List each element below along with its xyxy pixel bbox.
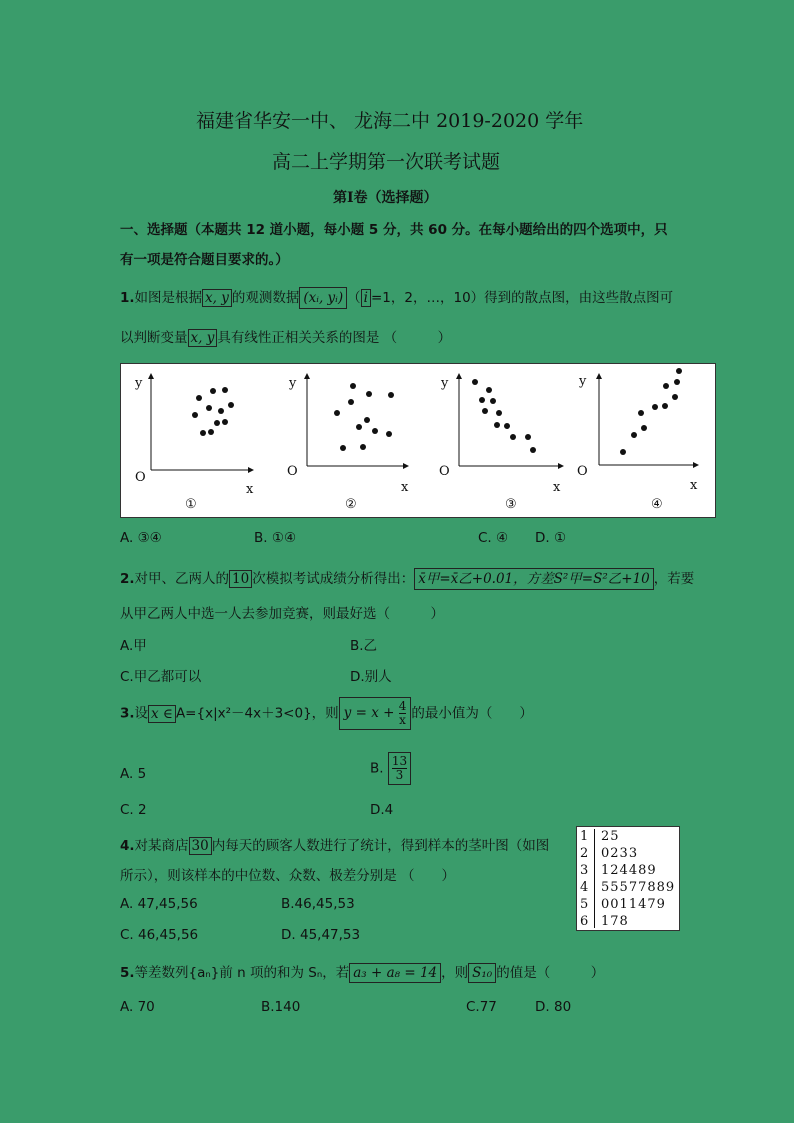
question-5-post: 的值是（ ） xyxy=(496,965,605,981)
question-3-frac-den: x xyxy=(399,713,406,727)
scatter-plot-3 xyxy=(459,376,561,466)
stem-and-leaf-plot xyxy=(576,826,680,931)
question-1-xy-box: x, y xyxy=(202,289,232,307)
question-1-pair-box: (xᵢ, yᵢ) xyxy=(299,287,347,309)
question-2-option-d[interactable]: D.别人 xyxy=(350,669,392,685)
scatter-plots-figure xyxy=(120,363,716,518)
leaf-values: 0011479 xyxy=(601,897,666,912)
stem-row xyxy=(577,829,679,845)
question-2-pre: 对甲、乙两人的 xyxy=(134,571,230,587)
section-heading-line-1: 一、选择题（本题共 12 道小题，每小题 5 分，共 60 分。在每小题给出的四个选项中，只 xyxy=(120,222,668,238)
question-2-line-1 xyxy=(120,567,694,587)
question-4-option-a[interactable]: A. 47,45,56 xyxy=(120,896,198,912)
question-4-line-1 xyxy=(120,834,549,854)
question-5-option-b[interactable]: B.140 xyxy=(261,999,301,1015)
question-4-number: 4. xyxy=(120,838,135,854)
plot-1-x-label: x xyxy=(246,482,254,497)
question-5-mid: ，则 xyxy=(441,965,469,981)
section-heading-line-2: 有一项是符合题目要求的。） xyxy=(120,252,289,268)
question-3-func-pre: y = x + xyxy=(343,705,395,721)
question-2-option-a[interactable]: A.甲 xyxy=(120,638,147,654)
plot-1-y-label: y xyxy=(135,376,143,391)
plot-3-caption: ③ xyxy=(505,497,517,512)
question-1-line2-post: 具有线性正相关关系的图是 （ ） xyxy=(217,330,452,346)
question-5-option-a[interactable]: A. 70 xyxy=(120,999,155,1015)
question-5-number: 5. xyxy=(120,965,135,981)
plot-2-caption: ② xyxy=(345,497,357,512)
question-3-option-b-num: 13 xyxy=(391,754,408,768)
scatter-plot-2 xyxy=(307,376,406,466)
plot-4-x-label: x xyxy=(690,478,698,493)
plot-2-origin-label: O xyxy=(287,464,298,479)
stem-row xyxy=(577,914,679,930)
stem-value: 5 xyxy=(580,897,589,912)
question-3-option-c[interactable]: C. 2 xyxy=(120,802,147,818)
stem-value: 1 xyxy=(580,829,589,844)
plot-2-y-label: y xyxy=(289,376,297,391)
question-3-xin-box: x ∈ xyxy=(148,705,176,723)
plot-4-y-label: y xyxy=(579,374,587,389)
scatter-plot-1 xyxy=(151,376,251,470)
question-4-line-2: 所示），则该样本的中位数、众数、极差分别是 （ ） xyxy=(120,868,456,884)
title-line-2: 高二上学期第一次联考试题 xyxy=(272,151,501,173)
title-line-1: 福建省华安一中、 龙海二中 2019-2020 学年 xyxy=(196,110,584,132)
question-5-option-d[interactable]: D. 80 xyxy=(535,999,572,1015)
question-3-option-b-den: 3 xyxy=(395,768,404,782)
leaf-values: 55577889 xyxy=(601,880,676,895)
question-2-mid: 次模拟考试成绩分析得出： xyxy=(252,571,415,587)
question-1-i-box: i xyxy=(361,289,371,307)
plot-3-y-label: y xyxy=(441,376,449,391)
question-5-pre: 等差数列{aₙ}前 n 项的和为 Sₙ，若 xyxy=(134,965,350,981)
question-1-option-b[interactable]: B. ①④ xyxy=(254,530,297,546)
question-1-option-d[interactable]: D. ① xyxy=(535,530,567,546)
question-1-line-1 xyxy=(120,286,673,306)
question-4-post: 内每天的顾客人数进行了统计，得到样本的茎叶图（如图 xyxy=(211,838,550,854)
question-1-paren: （ xyxy=(347,290,361,306)
plot-4-origin-label: O xyxy=(577,464,588,479)
question-3-option-b-fraction xyxy=(388,752,411,785)
plot-1-caption: ① xyxy=(185,497,197,512)
leaf-values: 25 xyxy=(601,829,620,844)
question-5-option-c[interactable]: C.77 xyxy=(466,999,497,1015)
question-3-function-box xyxy=(339,697,412,730)
plot-2-x-label: x xyxy=(401,480,409,495)
question-2-ten-box: 10 xyxy=(229,570,252,588)
question-3-option-a[interactable]: A. 5 xyxy=(120,766,147,782)
plot-3-x-label: x xyxy=(553,480,561,495)
plot-1-origin-label: O xyxy=(135,470,146,485)
leaf-values: 124489 xyxy=(601,863,657,878)
question-5-condition-box: a₃ + a₈ = 14 xyxy=(349,963,441,983)
question-1-line-2 xyxy=(120,326,451,346)
scatter-plots-svg xyxy=(121,364,715,517)
leaf-values: 0233 xyxy=(601,846,639,861)
question-5-s10-box: S₁₀ xyxy=(468,963,496,983)
question-5-line xyxy=(120,961,604,981)
question-2-number: 2. xyxy=(120,571,135,587)
question-3-post: 的最小值为（ ） xyxy=(411,705,533,722)
question-4-thirty-box: 30 xyxy=(189,837,212,855)
question-2-option-c[interactable]: C.甲乙都可以 xyxy=(120,669,202,685)
question-3-fraction xyxy=(399,700,407,727)
question-3-set: A={x|x²－4x＋3<0}，则 xyxy=(175,705,339,722)
question-4-option-d[interactable]: D. 45,47,53 xyxy=(281,927,361,943)
question-1-line2-pre: 以判断变量 xyxy=(120,330,188,346)
question-2-line-2: 从甲乙两人中选一人去参加竞赛，则最好选（ ） xyxy=(120,606,444,622)
question-1-range: =1，2，…，10）得到的散点图，由这些散点图可 xyxy=(370,290,674,306)
stem-row xyxy=(577,880,679,896)
question-3-line xyxy=(120,697,533,730)
question-4-option-b[interactable]: B.46,45,53 xyxy=(281,896,355,912)
question-3-option-d[interactable]: D.4 xyxy=(370,802,394,818)
question-3-number: 3. xyxy=(120,705,135,722)
plot-4-caption: ④ xyxy=(651,497,663,512)
stem-row xyxy=(577,897,679,913)
stem-row xyxy=(577,863,679,879)
question-1-xy-box-2: x, y xyxy=(188,329,218,347)
stem-value: 4 xyxy=(580,880,589,895)
question-1-text: 如图是根据 xyxy=(134,290,203,306)
question-3-pre: 设 xyxy=(134,705,149,722)
question-4-option-c[interactable]: C. 46,45,56 xyxy=(120,927,199,943)
question-1-number: 1. xyxy=(120,290,135,306)
question-2-option-b[interactable]: B.乙 xyxy=(350,638,378,654)
plot-3-origin-label: O xyxy=(439,464,450,479)
stem-value: 3 xyxy=(580,863,589,878)
question-1-text-mid: 的观测数据 xyxy=(231,290,300,306)
question-1-option-c[interactable]: C. ④ xyxy=(478,530,509,546)
scatter-plot-4 xyxy=(599,368,696,465)
title-line-3: 第Ⅰ卷（选择题） xyxy=(333,190,438,206)
question-1-option-a[interactable]: A. ③④ xyxy=(120,530,162,546)
question-3-frac-num: 4 xyxy=(398,699,407,713)
stem-value: 6 xyxy=(580,914,589,929)
stem-value: 2 xyxy=(580,846,589,861)
question-3-option-b[interactable] xyxy=(370,752,411,785)
stem-row xyxy=(577,846,679,862)
question-2-post: ，若要 xyxy=(653,571,695,587)
question-2-formula-box: x̄甲=x̄乙+0.01，方差S²甲=S²乙+10 xyxy=(414,568,654,590)
question-4-pre: 对某商店 xyxy=(134,838,189,854)
question-3-option-b-label: B. xyxy=(370,760,384,777)
leaf-values: 178 xyxy=(601,914,629,929)
